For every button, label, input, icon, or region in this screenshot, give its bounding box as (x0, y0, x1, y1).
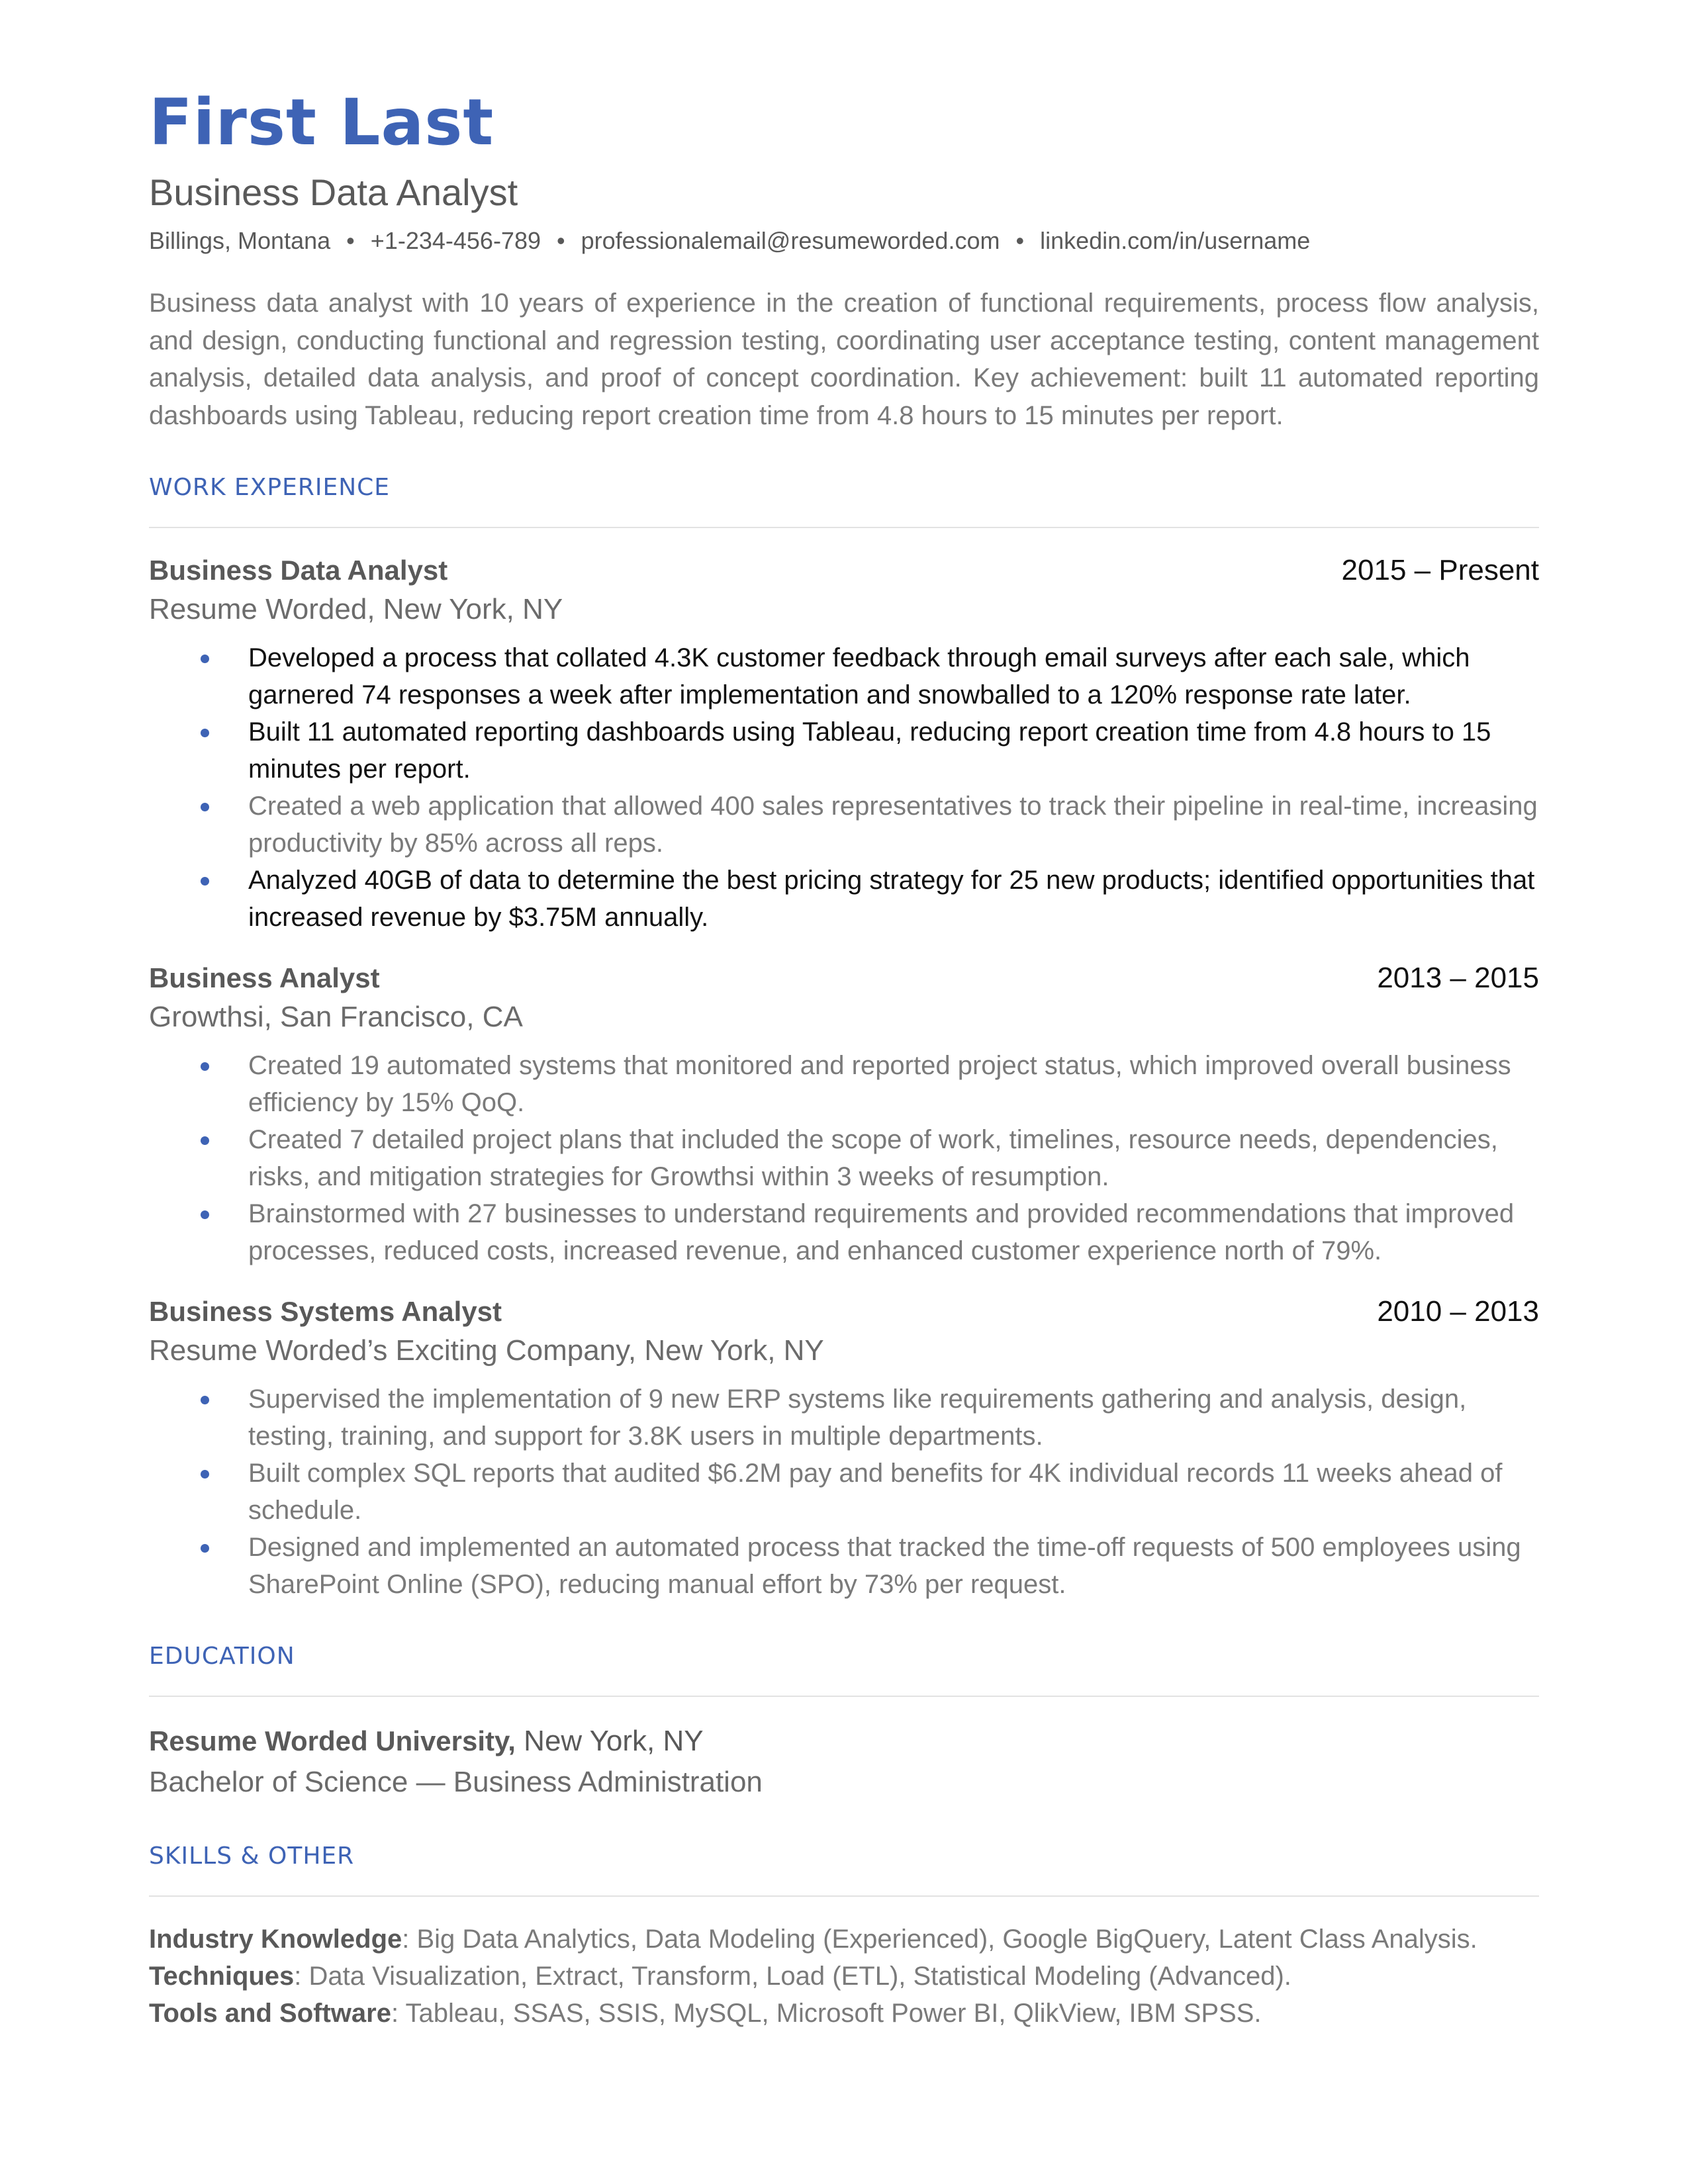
bullet-dot-icon (201, 1062, 209, 1071)
bullet-dot-icon (201, 803, 209, 811)
job-bullet (149, 1455, 1539, 1529)
job-bullet (149, 1381, 1539, 1455)
education-school-line (149, 1721, 1539, 1762)
bullet-text: Created a web application that allowed 400 sales representatives to track their pipeline in real-time, increasing productivity by 85% across all reps. (248, 792, 1538, 858)
skill-label: Tools and Software (149, 1999, 391, 2028)
education-entry (149, 1721, 1539, 1803)
job-title: Business Data Analyst (149, 555, 448, 586)
job-bullet (149, 713, 1539, 788)
work-experience-section (149, 473, 1539, 1603)
job-bullets (149, 639, 1539, 936)
job-title: Business Analyst (149, 962, 380, 993)
resume-header (149, 86, 1539, 434)
candidate-role: Business Data Analyst (149, 171, 518, 213)
bullet-dot-icon (201, 1396, 209, 1404)
education-location: New York, NY (515, 1725, 704, 1757)
job-company: Growthsi, San Francisco, CA (149, 1001, 523, 1033)
bullet-dot-icon (201, 1136, 209, 1145)
skills-section (149, 1841, 1539, 2032)
skill-label: Techniques (149, 1962, 295, 1991)
bullet-dot-icon (201, 729, 209, 737)
bullet-text: Created 19 automated systems that monitored and reported project status, which improved overall business efficiency by 15% QoQ. (248, 1051, 1511, 1117)
job-bullets (149, 1381, 1539, 1603)
bullet-text: Analyzed 40GB of data to determine the best pricing strategy for 25 new products; identified opportunities that increased revenue by $3.75M annually. (248, 866, 1535, 932)
skill-value: : Data Visualization, Extract, Transform, Load (ETL), Statistical Modeling (Advanced). (294, 1962, 1291, 1991)
job-bullet (149, 788, 1539, 862)
job-entry (149, 960, 1539, 1269)
education-section (149, 1641, 1539, 1803)
bullet-text: Developed a process that collated 4.3K customer feedback through email surveys after each sale, which garnered 74 responses a week after implementation and snowballed to a 120% response rate later. (248, 643, 1470, 709)
bullet-text: Designed and implemented an automated process that tracked the time-off requests of 500 employees using SharePoint Online (SPO), reducing manual effort by 73% per request. (248, 1533, 1521, 1599)
bullet-dot-icon (201, 1210, 209, 1219)
section-divider (149, 527, 1539, 528)
education-degree: Bachelor of Science — Business Administration (149, 1766, 763, 1798)
bullet-dot-icon (201, 877, 209, 886)
skill-value: : Big Data Analytics, Data Modeling (Experienced), Google BigQuery, Latent Class Analysis. (402, 1925, 1477, 1954)
skill-line (149, 1995, 1539, 2032)
contact-phone: +1-234-456-789 (370, 227, 541, 254)
skills-list (149, 1921, 1539, 2032)
job-dates: 2010 – 2013 (1377, 1295, 1539, 1328)
contact-line (149, 225, 1539, 257)
job-dates: 2015 – Present (1341, 554, 1539, 586)
bullet-text: Supervised the implementation of 9 new ERP systems like requirements gathering and analysis, design, testing, training, and support for 3.8K users in multiple departments. (248, 1385, 1467, 1451)
bullet-text: Built 11 automated reporting dashboards using Tableau, reducing report creation time from 4.8 hours to 15 minutes per report. (248, 717, 1491, 784)
bullet-text: Created 7 detailed project plans that included the scope of work, timelines, resource needs, dependencies, risks, and mitigation strategies for Growthsi within 3 weeks of resumption. (248, 1125, 1498, 1191)
contact-linkedin[interactable]: linkedin.com/in/username (1040, 227, 1311, 254)
bullet-dot-icon (201, 1544, 209, 1553)
job-bullet (149, 1195, 1539, 1269)
section-title: EDUCATION (149, 1643, 295, 1670)
job-bullet (149, 1529, 1539, 1603)
job-company: Resume Worded’s Exciting Company, New York, NY (149, 1334, 824, 1367)
section-divider (149, 1696, 1539, 1697)
skill-line (149, 1958, 1539, 1995)
contact-location: Billings, Montana (149, 227, 331, 254)
job-header (149, 552, 1539, 589)
contact-separator: • (346, 227, 355, 254)
contact-separator: • (557, 227, 565, 254)
job-title: Business Systems Analyst (149, 1296, 502, 1327)
contact-separator: • (1015, 227, 1025, 254)
bullet-dot-icon (201, 1470, 209, 1479)
job-bullets (149, 1047, 1539, 1269)
skill-label: Industry Knowledge (149, 1925, 402, 1954)
job-dates: 2013 – 2015 (1377, 962, 1539, 994)
job-header (149, 1293, 1539, 1330)
job-entry (149, 552, 1539, 936)
section-title: WORK EXPERIENCE (149, 474, 391, 501)
bullet-text: Built complex SQL reports that audited $6.2M pay and benefits for 4K individual records 11 weeks ahead of schedule. (248, 1459, 1503, 1525)
education-school: Resume Worded University, (149, 1725, 516, 1756)
job-company: Resume Worded, New York, NY (149, 593, 563, 625)
job-bullet (149, 1121, 1539, 1195)
job-bullet (149, 1047, 1539, 1121)
bullet-text: Brainstormed with 27 businesses to understand requirements and provided recommendations that improved processes, reduced costs, increased revenue, and enhanced customer experience north of 79%. (248, 1199, 1515, 1265)
section-title: SKILLS & OTHER (149, 1843, 355, 1870)
job-bullet (149, 862, 1539, 936)
contact-email[interactable]: professionalemail@resumeworded.com (581, 227, 1000, 254)
summary-paragraph: Business data analyst with 10 years of experience in the creation of functional requirements, process flow analysis, and design, conducting functional and regression testing, coordinating user acceptance testing, content management analysis, detailed data analysis, and proof of concept coordination. Key achievement: built 11 automated reporting dashboards using Tableau, reducing report creation time from 4.8 hours to 15 minutes per report. (149, 289, 1539, 430)
job-bullet (149, 639, 1539, 713)
section-divider (149, 1895, 1539, 1897)
bullet-dot-icon (201, 655, 209, 663)
job-header (149, 960, 1539, 997)
candidate-name: First Last (149, 85, 494, 159)
job-entry (149, 1293, 1539, 1603)
skill-line (149, 1921, 1539, 1958)
skill-value: : Tableau, SSAS, SSIS, MySQL, Microsoft Power BI, QlikView, IBM SPSS. (391, 1999, 1262, 2028)
